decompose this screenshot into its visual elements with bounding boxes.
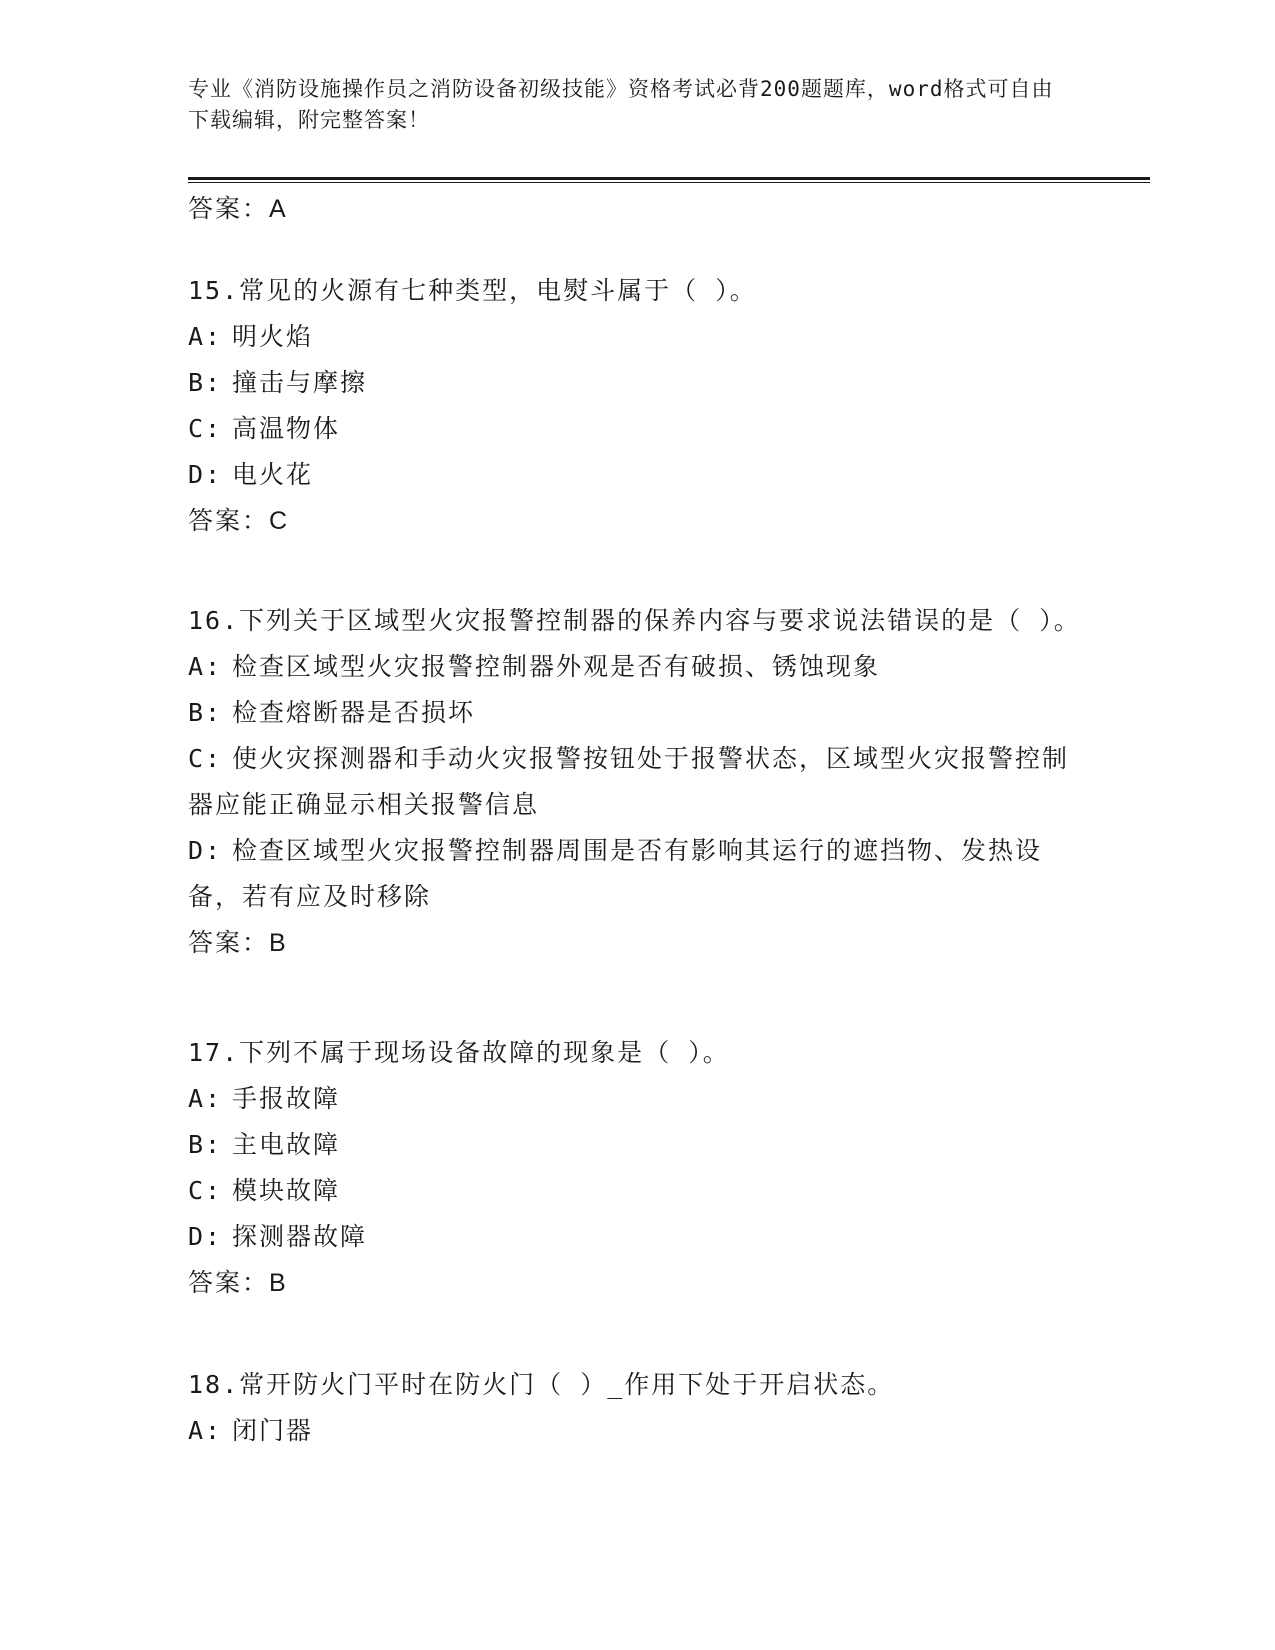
answer-prefix: 答案： <box>188 1269 270 1297</box>
option-text: 检查区域型火灾报警控制器外观是否有破损、锈蚀现象 <box>232 652 881 681</box>
answer-line-14 <box>188 186 1088 232</box>
option-text: 主电故障 <box>232 1130 341 1159</box>
option-letter: A: <box>188 652 223 681</box>
question-16 <box>188 598 1088 966</box>
answer-prefix: 答案： <box>188 507 270 535</box>
question-15 <box>188 268 1088 544</box>
option-text: 闭门器 <box>232 1416 314 1445</box>
option-letter: D: <box>188 836 223 865</box>
option-text: 电火花 <box>232 460 314 489</box>
answer-value: C <box>269 507 290 535</box>
answer-value: A <box>269 195 288 223</box>
option-d <box>188 1214 1088 1260</box>
option-b <box>188 690 1088 736</box>
answer-line <box>188 1260 1088 1306</box>
option-letter: A: <box>188 322 223 351</box>
option-text: 模块故障 <box>232 1176 341 1205</box>
option-d <box>188 452 1088 498</box>
option-b <box>188 360 1088 406</box>
question-17 <box>188 1030 1088 1306</box>
answer-line <box>188 920 1088 966</box>
option-text: 手报故障 <box>232 1084 341 1113</box>
option-text: 检查熔断器是否损坏 <box>232 698 476 727</box>
option-c <box>188 736 1088 828</box>
answer-value: B <box>269 1269 288 1297</box>
option-letter: A: <box>188 1084 223 1113</box>
option-letter: D: <box>188 460 223 489</box>
header-divider-thin <box>188 182 1150 183</box>
answer-prefix: 答案： <box>188 195 270 223</box>
option-letter: B: <box>188 368 223 397</box>
option-letter: C: <box>188 414 223 443</box>
option-text: 检查区域型火灾报警控制器周围是否有影响其运行的遮挡物、发热设备，若有应及时移除 <box>188 836 1043 911</box>
option-a <box>188 314 1088 360</box>
option-text: 撞击与摩擦 <box>232 368 368 397</box>
option-letter: B: <box>188 1130 223 1159</box>
header-divider-thick <box>188 177 1150 180</box>
option-a <box>188 644 1088 690</box>
option-c <box>188 1168 1088 1214</box>
option-d <box>188 828 1088 920</box>
option-letter: C: <box>188 1176 223 1205</box>
document-header: 专业《消防设施操作员之消防设备初级技能》资格考试必背200题题库，word格式可自由下载编辑，附完整答案！ <box>188 77 1054 132</box>
option-text: 明火焰 <box>232 322 314 351</box>
option-text: 探测器故障 <box>232 1222 368 1251</box>
option-a <box>188 1408 1088 1454</box>
option-letter: B: <box>188 698 223 727</box>
option-letter: A: <box>188 1416 223 1445</box>
option-letter: C: <box>188 744 223 773</box>
option-text: 高温物体 <box>232 414 341 443</box>
question-18 <box>188 1362 1088 1454</box>
question-stem: 15.常见的火源有七种类型，电熨斗属于（ ）。 <box>188 276 757 305</box>
question-stem: 18.常开防火门平时在防火门（ ）_作用下处于开启状态。 <box>188 1370 895 1399</box>
option-b <box>188 1122 1088 1168</box>
question-stem: 17.下列不属于现场设备故障的现象是（ ）。 <box>188 1038 730 1067</box>
option-text: 使火灾探测器和手动火灾报警按钮处于报警状态，区域型火灾报警控制器应能正确显示相关报警信息 <box>188 744 1070 819</box>
option-letter: D: <box>188 1222 223 1251</box>
option-a <box>188 1076 1088 1122</box>
question-stem: 16.下列关于区域型火灾报警控制器的保养内容与要求说法错误的是（ ）。 <box>188 606 1081 635</box>
answer-prefix: 答案： <box>188 929 270 957</box>
answer-value: B <box>269 929 288 957</box>
answer-line <box>188 498 1088 544</box>
option-c <box>188 406 1088 452</box>
